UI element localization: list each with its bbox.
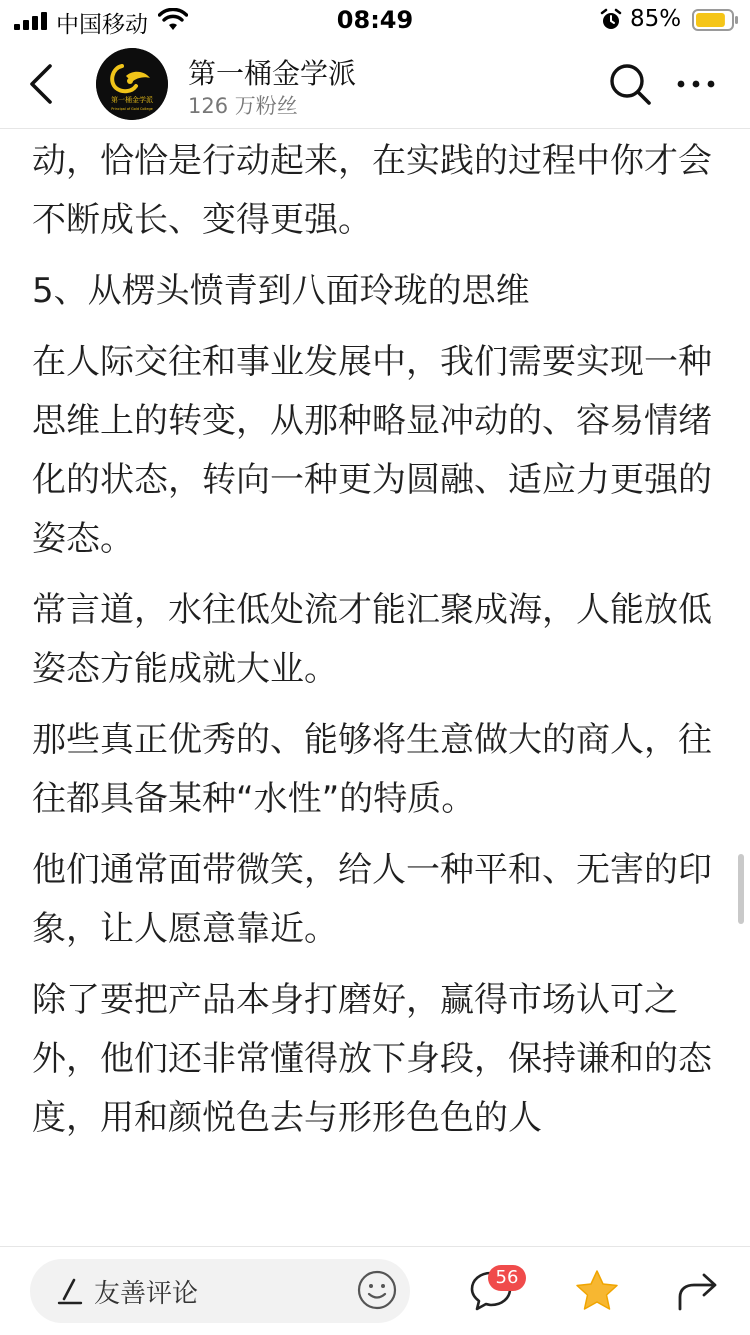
- article-body: [32, 128, 722, 1246]
- avatar-text: 第一桶金学派: [111, 96, 153, 104]
- clock: 08:49: [336, 6, 414, 34]
- paragraph: 常言道，水往低处流才能汇聚成海，人能放低姿态方能成就大业。: [32, 590, 712, 689]
- share-icon[interactable]: [676, 1271, 720, 1311]
- paragraph: 那些真正优秀的、能够将生意做大的商人，往往都具备某种“水性”的特质。: [32, 720, 712, 819]
- comment-input[interactable]: [30, 1259, 410, 1323]
- follower-count: 126 万粉丝: [188, 94, 298, 118]
- account-name[interactable]: 第一桶金学派: [188, 57, 357, 90]
- more-icon[interactable]: [676, 74, 716, 94]
- avatar[interactable]: [96, 48, 168, 120]
- paragraph: 动，恰恰是行动起来，在实践的过程中你才会不断成长、变得更强。: [32, 141, 712, 240]
- scrollbar[interactable]: [738, 854, 744, 924]
- gold-logo-icon: [96, 48, 168, 120]
- search-icon[interactable]: [608, 62, 652, 106]
- pen-icon: [56, 1277, 84, 1305]
- comment-placeholder: 友善评论: [94, 1279, 199, 1309]
- nav-bar: [0, 40, 750, 129]
- section-heading: 5、从楞头愤青到八面玲珑的思维: [32, 271, 530, 311]
- paragraph: 在人际交往和事业发展中，我们需要实现一种思维上的转变，从那种略显冲动的、容易情绪化的状态，转向一种更为圆融、适应力更强的姿态。: [32, 342, 712, 559]
- battery-icon: [692, 9, 738, 31]
- star-icon[interactable]: [574, 1269, 620, 1313]
- emoji-icon[interactable]: [356, 1269, 398, 1311]
- paragraph: 他们通常面带微笑，给人一种平和、无害的印象，让人愿意靠近。: [32, 850, 712, 949]
- bottom-bar: [0, 1246, 750, 1335]
- back-icon[interactable]: [24, 62, 58, 106]
- status-bar: [0, 0, 750, 40]
- paragraph: 除了要把产品本身打磨好，赢得市场认可之外，他们还非常懂得放下身段，保持谦和的态度，用和颜悦色去与形形色色的人: [32, 980, 712, 1138]
- comment-count-badge: 56: [488, 1265, 526, 1291]
- alarm-icon: [600, 8, 622, 32]
- carrier-name: 中国移动: [56, 12, 148, 38]
- avatar-subtext: Principal of Gold College: [111, 107, 153, 111]
- battery-percent: 85%: [630, 6, 682, 32]
